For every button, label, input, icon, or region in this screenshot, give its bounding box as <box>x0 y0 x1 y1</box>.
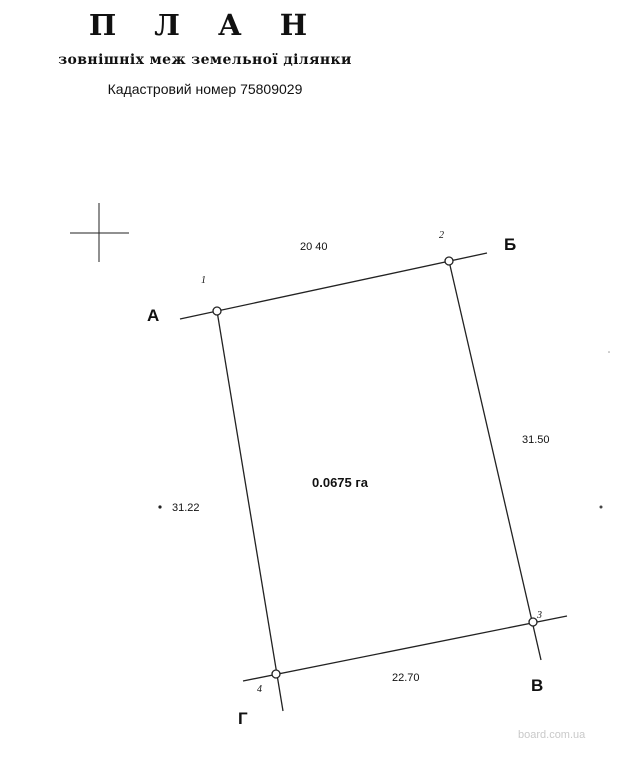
point-number-3: 3 <box>537 610 542 621</box>
scan-dot <box>600 506 603 509</box>
page-title: П Л А Н <box>88 8 322 42</box>
corner-label-b: Б <box>504 235 517 254</box>
length-left: 31.22 <box>172 502 200 514</box>
boundary-point-1 <box>213 307 221 315</box>
boundary-point-3 <box>529 618 537 626</box>
corner-label-g: Г <box>238 709 248 728</box>
length-right: 31.50 <box>522 434 550 446</box>
boundary-point-2 <box>445 257 453 265</box>
length-top: 20 40 <box>300 241 328 253</box>
point-number-4: 4 <box>257 684 262 695</box>
crosshair-icon <box>70 203 129 262</box>
scan-dot <box>608 351 610 353</box>
boundary-top-line <box>180 253 487 319</box>
boundary-right-line <box>449 261 541 660</box>
watermark: board.com.ua <box>518 729 586 741</box>
dot-mark <box>158 505 161 508</box>
point-number-2: 2 <box>439 230 444 241</box>
boundary-left-line <box>217 311 283 711</box>
plot-area: 0.0675 га <box>312 475 369 490</box>
boundary-point-4 <box>272 670 280 678</box>
page-subtitle: зовнішніх меж земельної ділянки <box>58 52 352 68</box>
corner-label-a: А <box>147 306 160 325</box>
length-bottom: 22.70 <box>392 672 420 684</box>
corner-label-v: В <box>531 676 544 695</box>
cadastral-number: Кадастровий номер 75809029 <box>107 81 303 97</box>
point-number-1: 1 <box>201 275 206 286</box>
